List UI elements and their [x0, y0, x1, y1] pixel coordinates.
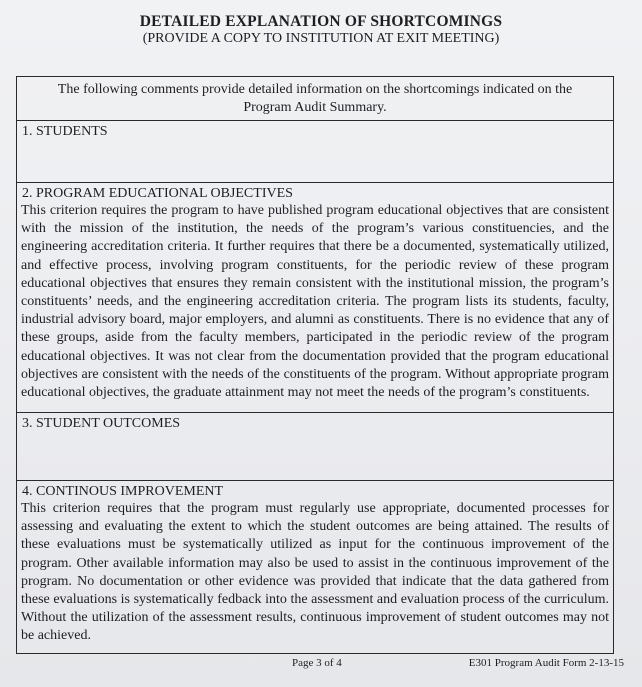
section-students [17, 121, 613, 183]
document-subtitle: (PROVIDE A COPY TO INSTITUTION AT EXIT MEETING) [142, 31, 500, 46]
section-text-continuous-improvement: This criterion requires that the program must regularly use appropriate, documented processes for assessing and evaluating the extent to which the student outcomes are being attained. The results of these evaluations must be systematically utilized as input for the continuous improvement of the program. Other available information may also be used to assist in the continuous improvement of the program. No documentation or other evidence was provided that indicate that the data gathered from these evaluations is systematically fedback into the assessment and evaluation process of the curriculum. Without the utilization of the assessment results, continuous improvement of student outcomes may not be achieved. [21, 501, 609, 644]
intro-text: The following comments provide detailed information on the shortcomings indicated on the Program Audit Summary. [57, 82, 573, 115]
page-number: Page 3 of 4 [292, 657, 342, 669]
form-identifier: E301 Program Audit Form 2-13-15 [468, 657, 624, 669]
section-student-outcomes [17, 413, 613, 481]
section-heading-students: 1. STUDENTS [22, 124, 108, 139]
section-heading-student-outcomes: 3. STUDENT OUTCOMES [22, 416, 181, 431]
section-heading-continuous-improvement: 4. CONTINOUS IMPROVEMENT [22, 484, 224, 499]
document-title: DETAILED EXPLANATION OF SHORTCOMINGS [139, 13, 503, 30]
shortcomings-table [16, 76, 614, 654]
section-text-peo: This criterion requires the program to have published program educational objectives that are consistent with the mission of the institution, the needs of the program’s various constituencies, and the engineering accreditation criteria. It further requires that there be a documented, systematically utilized, and effective process, involving program constituents, for the periodic review of these program educational objectives that ensures they remain consistent with the institutional mission, the program’s constituents’ needs, and the engineering accreditation criteria. The program lists its students, faculty, industrial advisory board, major employers, and alumni as constituents. There is no evidence that any of these groups, aside from the faculty members, participated in the periodic review of the program educational objectives. It was not clear from the documentation provided that the program educational objectives are consistent with the needs of the constituents of the program. Without appropriate program educational objectives, the graduate attainment may not meet the needs of the program’s constituents. [21, 203, 609, 401]
section-heading-peo: 2. PROGRAM EDUCATIONAL OBJECTIVES [22, 186, 293, 201]
intro-row [17, 77, 613, 121]
section-continuous-improvement [17, 481, 613, 655]
section-program-educational-objectives [17, 183, 613, 413]
